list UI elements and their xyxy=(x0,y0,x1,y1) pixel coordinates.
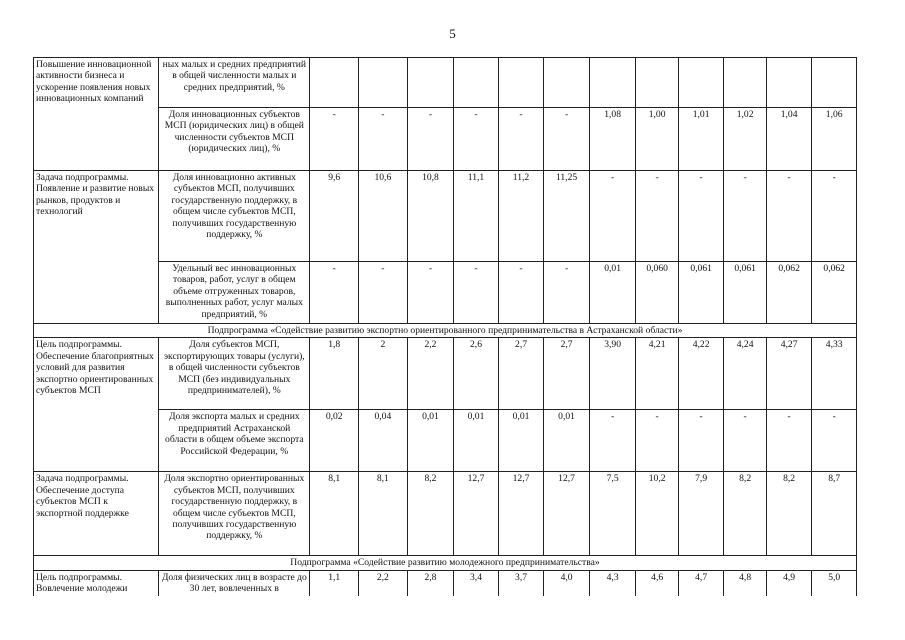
value-cell: - xyxy=(454,262,499,324)
value-cell xyxy=(812,58,857,108)
value-cell: 2,7 xyxy=(498,338,544,410)
value-cell: - xyxy=(678,410,724,472)
value-cell: 0,02 xyxy=(310,410,359,472)
value-cell: 5,0 xyxy=(812,570,857,595)
value-cell xyxy=(678,58,724,108)
value-cell: - xyxy=(724,171,766,262)
value-cell: 8,2 xyxy=(407,472,454,556)
indicator-cell: Доля инновационно активных субъектов МСП, получивших государственную поддержку, в общем числе субъектов МСП, получивших государственную поддержку, % xyxy=(159,171,310,262)
value-cell: 0,061 xyxy=(724,262,766,324)
subprogram-header-row xyxy=(34,324,857,338)
value-cell: 8,1 xyxy=(310,472,359,556)
value-cell: - xyxy=(636,171,678,262)
value-cell: 11,2 xyxy=(498,171,544,262)
goal-cell: Задача подпрограммы. Появление и развитие новых рынков, продуктов и технологий xyxy=(34,171,159,324)
value-cell: 1,08 xyxy=(589,108,636,171)
value-cell: 0,01 xyxy=(454,410,499,472)
value-cell: 1,1 xyxy=(310,570,359,595)
value-cell: - xyxy=(407,108,454,171)
indicators-table xyxy=(33,57,857,596)
value-cell: 4,0 xyxy=(544,570,590,595)
goal-cell: Повышение инновационной активности бизнеса и ускорение появления новых инновационных компаний xyxy=(34,58,159,171)
value-cell: 3,7 xyxy=(498,570,544,595)
value-cell: - xyxy=(454,108,499,171)
value-cell: - xyxy=(310,108,359,171)
value-cell xyxy=(498,58,544,108)
value-cell: 2,8 xyxy=(407,570,454,595)
value-cell: 1,01 xyxy=(678,108,724,171)
subprogram-header-row xyxy=(34,556,857,570)
goal-cell: Задача подпрограммы. Обеспечение доступа субъектов МСП к экспортной поддержке xyxy=(34,472,159,556)
value-cell: 12,7 xyxy=(454,472,499,556)
value-cell: - xyxy=(766,171,812,262)
value-cell: 0,04 xyxy=(359,410,408,472)
value-cell xyxy=(589,58,636,108)
value-cell: - xyxy=(812,410,857,472)
indicator-cell: Удельный вес инновационных товаров, работ, услуг в общем объеме отгруженных товаров, выполненных работ, услуг малых предприятий, % xyxy=(159,262,310,324)
value-cell: 10,8 xyxy=(407,171,454,262)
value-cell: - xyxy=(589,410,636,472)
value-cell xyxy=(310,58,359,108)
subprogram-title: Подпрограмма «Содействие развитию молодежного предпринимательства» xyxy=(34,556,857,570)
value-cell: - xyxy=(359,262,408,324)
value-cell: 4,3 xyxy=(589,570,636,595)
value-cell: - xyxy=(812,171,857,262)
value-cell: - xyxy=(498,262,544,324)
value-cell: 0,062 xyxy=(812,262,857,324)
value-cell: 8,1 xyxy=(359,472,408,556)
value-cell: 12,7 xyxy=(498,472,544,556)
value-cell: 7,9 xyxy=(678,472,724,556)
value-cell: 1,8 xyxy=(310,338,359,410)
value-cell: 9,6 xyxy=(310,171,359,262)
value-cell: - xyxy=(724,410,766,472)
value-cell: 0,060 xyxy=(636,262,678,324)
value-cell xyxy=(636,58,678,108)
value-cell: 1,04 xyxy=(766,108,812,171)
value-cell: - xyxy=(498,108,544,171)
value-cell: - xyxy=(589,171,636,262)
value-cell: 4,22 xyxy=(678,338,724,410)
value-cell: 11,1 xyxy=(454,171,499,262)
value-cell xyxy=(454,58,499,108)
value-cell xyxy=(766,58,812,108)
indicator-cell: Доля физических лиц в возрасте до 30 лет, вовлеченных в xyxy=(159,570,310,595)
value-cell: - xyxy=(359,108,408,171)
value-cell xyxy=(724,58,766,108)
value-cell: - xyxy=(407,262,454,324)
value-cell: 0,061 xyxy=(678,262,724,324)
table-row xyxy=(34,472,857,556)
indicator-cell: Доля субъектов МСП, экспортирующих товары (услуги), в общей численности субъектов МСП (без индивидуальных предпринимателей), % xyxy=(159,338,310,410)
value-cell: - xyxy=(636,410,678,472)
table-row xyxy=(34,58,857,108)
value-cell: 4,7 xyxy=(678,570,724,595)
value-cell xyxy=(359,58,408,108)
value-cell: 0,062 xyxy=(766,262,812,324)
value-cell: 8,2 xyxy=(724,472,766,556)
value-cell: 1,02 xyxy=(724,108,766,171)
value-cell: 0,01 xyxy=(498,410,544,472)
table-row xyxy=(34,171,857,262)
value-cell: 4,33 xyxy=(812,338,857,410)
value-cell: 4,8 xyxy=(724,570,766,595)
value-cell: 4,9 xyxy=(766,570,812,595)
value-cell xyxy=(407,58,454,108)
value-cell: 2,7 xyxy=(544,338,590,410)
value-cell: 8,2 xyxy=(766,472,812,556)
subprogram-title: Подпрограмма «Содействие развитию экспортно ориентированного предпринимательства в Астраханской области» xyxy=(34,324,857,338)
value-cell: 1,06 xyxy=(812,108,857,171)
value-cell: - xyxy=(310,262,359,324)
value-cell xyxy=(544,58,590,108)
value-cell: 4,24 xyxy=(724,338,766,410)
value-cell: 4,6 xyxy=(636,570,678,595)
value-cell: 4,27 xyxy=(766,338,812,410)
indicator-cell: ных малых и средних предприятий в общей численности малых и средних предприятий, % xyxy=(159,58,310,108)
value-cell: 3,90 xyxy=(589,338,636,410)
value-cell: 3,4 xyxy=(454,570,499,595)
value-cell: 2,2 xyxy=(359,570,408,595)
value-cell: 0,01 xyxy=(544,410,590,472)
indicator-cell: Доля инновационных субъектов МСП (юридических лиц) в общей численности субъектов МСП (юридических лиц), % xyxy=(159,108,310,171)
value-cell: 10,2 xyxy=(636,472,678,556)
value-cell: 0,01 xyxy=(407,410,454,472)
value-cell: 8,7 xyxy=(812,472,857,556)
value-cell: - xyxy=(544,262,590,324)
value-cell: 2,6 xyxy=(454,338,499,410)
value-cell: 1,00 xyxy=(636,108,678,171)
value-cell: 0,01 xyxy=(589,262,636,324)
goal-cell: Цель подпрограммы. Вовлечение молодежи xyxy=(34,570,159,595)
page-number: 5 xyxy=(449,26,456,41)
value-cell: 12,7 xyxy=(544,472,590,556)
value-cell: - xyxy=(544,108,590,171)
goal-cell: Цель подпрограммы. Обеспечение благоприятных условий для развития экспортно ориентированных субъектов МСП xyxy=(34,338,159,472)
value-cell: 11,25 xyxy=(544,171,590,262)
value-cell: 7,5 xyxy=(589,472,636,556)
table-row xyxy=(34,338,857,410)
value-cell: 10,6 xyxy=(359,171,408,262)
value-cell: 2 xyxy=(359,338,408,410)
indicator-cell: Доля экспортно ориентированных субъектов МСП, получивших государственную поддержку, в общем числе субъектов МСП, получивших государственную поддержку, % xyxy=(159,472,310,556)
value-cell: 2,2 xyxy=(407,338,454,410)
value-cell: - xyxy=(766,410,812,472)
value-cell: 4,21 xyxy=(636,338,678,410)
indicator-cell: Доля экспорта малых и средних предприятий Астраханской области в общем объеме экспорта Российской Федерации, % xyxy=(159,410,310,472)
value-cell: - xyxy=(678,171,724,262)
table-row xyxy=(34,570,857,595)
